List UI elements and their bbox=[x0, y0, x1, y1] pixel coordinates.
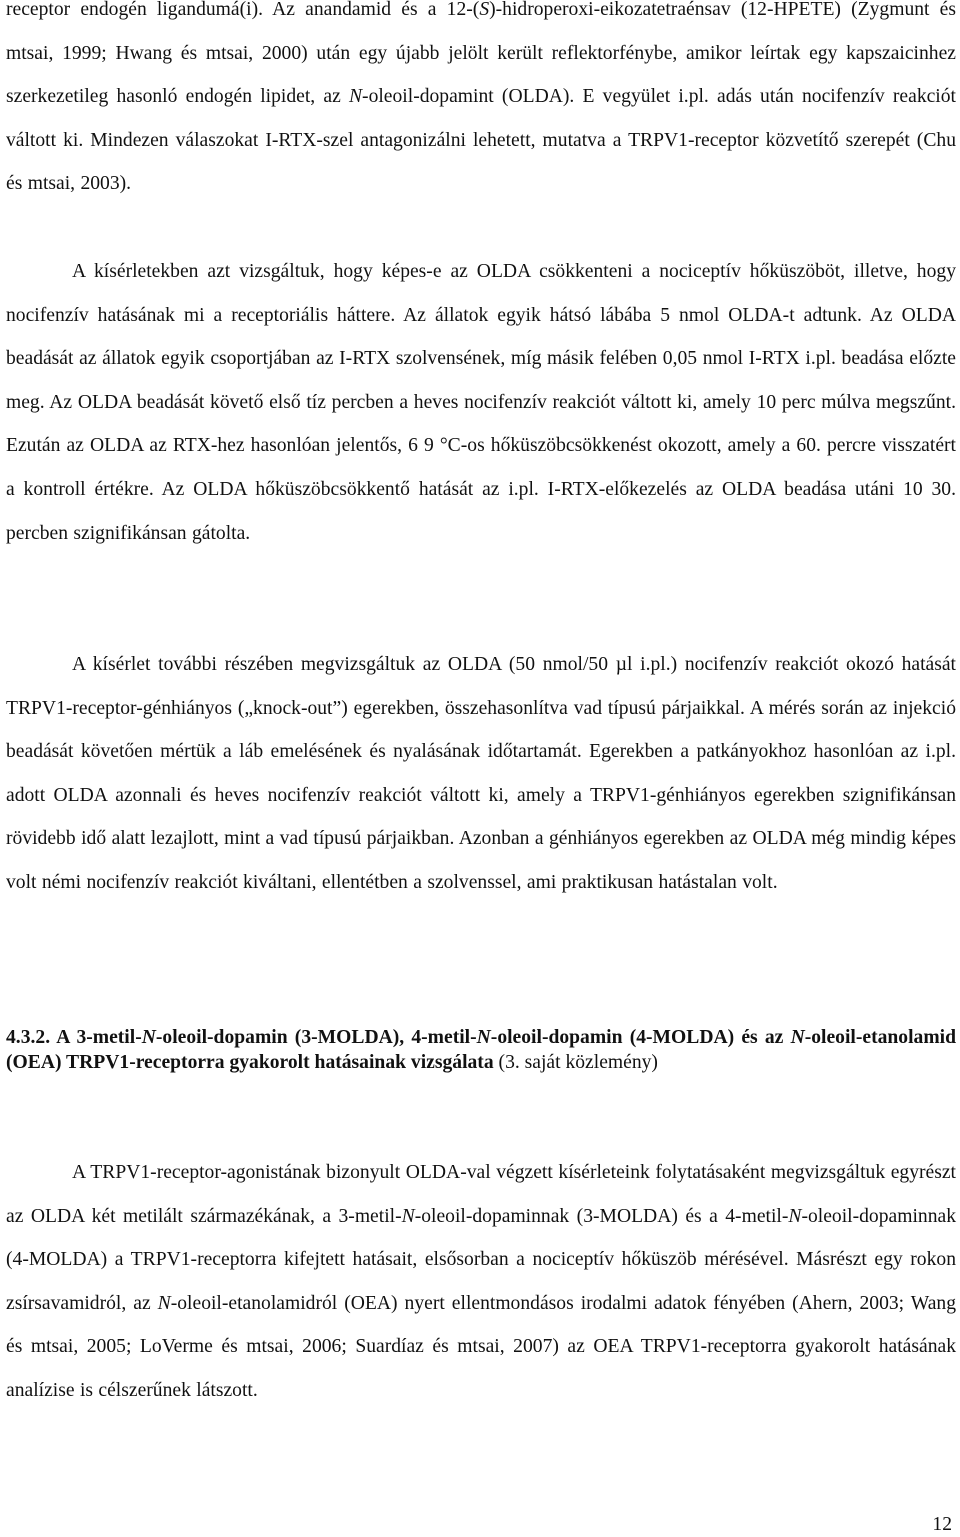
heading-text-run: (3. saját közlemény) bbox=[493, 1051, 658, 1073]
heading-text-run: N bbox=[141, 1027, 156, 1048]
p1-text-run: receptor endogén ligandumá(i). Az anandamid és a 12-( bbox=[6, 0, 480, 20]
paragraph-molda-oea-intro bbox=[6, 1151, 956, 1413]
heading-text-run: N bbox=[790, 1027, 805, 1048]
p4-text-run: A TRPV1-receptor-agonistának bizonyult OLDA-val végzett kísérleteink folytatásaként megvizsgáltuk egyrészt az OLDA két metilált származékának, a 3-metil- bbox=[6, 1162, 956, 1227]
heading-text-run: -oleoil-etanolamid (OEA) TRPV1-receptorra gyakorolt hatásainak vizsgálata bbox=[6, 1027, 957, 1073]
p1-text-run: N bbox=[348, 86, 363, 108]
paragraph-olda-threshold-experiment bbox=[6, 250, 956, 555]
p1-text-run: -oleoil-dopamint (OLDA). E vegyület i.pl. adás után nocifenzív reakciót váltott ki. Mindezen válaszokat I-RTX-szel antagonizálni lehetett, mutatva a TRPV1-receptor közvetítő szerepét (Chu és mtsai, 2003). bbox=[6, 86, 956, 195]
heading-text-run: N bbox=[476, 1027, 491, 1048]
heading-text-run: 4.3.2. A 3-metil- bbox=[6, 1027, 142, 1048]
paragraph-knockout-experiment bbox=[6, 643, 956, 905]
p4-text-run: -oleoil-dopaminnak (3-MOLDA) és a 4-metil- bbox=[414, 1205, 789, 1227]
p4-text-run: N bbox=[401, 1205, 415, 1227]
heading-text-run: -oleoil-dopamin (3-MOLDA), 4-metil- bbox=[155, 1027, 477, 1048]
p4-text-run: N bbox=[788, 1205, 802, 1227]
section-heading-4-3-2 bbox=[6, 1026, 956, 1075]
heading-text-run: -oleoil-dopamin (4-MOLDA) és az bbox=[490, 1027, 791, 1048]
p4-text-run: -oleoil-dopaminnak (4-MOLDA) a TRPV1-receptorra kifejtett hatásait, elsősorban a nociceptív hőküszöb mérésével. Másrészt egy rokon zsírsavamidról, az bbox=[6, 1205, 956, 1314]
document-page bbox=[6, 0, 956, 1537]
p4-text-run: -oleoil-etanolamidról (OEA) nyert ellentmondásos irodalmi adatok fényében (Ahern, 2003; Wang és mtsai, 2005; LoVerme és mtsai, 2006; Suardíaz és mtsai, 2007) az OEA TRPV1-receptorra gyakorolt hatásának analízise is célszerűnek látszott. bbox=[6, 1292, 956, 1401]
paragraph-olda-intro bbox=[6, 0, 956, 206]
p1-text-run: )-hidroperoxi-eikozatetraénsav (12-HPETE) (Zygmunt és mtsai, 1999; Hwang és mtsai, 2000) után egy újabb jelölt került reflektorfénybe, amikor leírtak egy kapszaicinhez szerkezetileg hasonló endogén lipidet, az bbox=[6, 0, 956, 108]
p2-text-run: A kísérletekben azt vizsgáltuk, hogy képes-e az OLDA csökkenteni a nociceptív hőküszöböt, illetve, hogy nocifenzív hatásának mi a receptoriális háttere. Az állatok egyik hátsó lábába 5 nmol OLDA-t adtunk. Az OLDA beadását az állatok egyik csoportjában az I-RTX szolvensének, míg másik felében 0,05 nmol I-RTX i.pl. beadása előzte meg. Az OLDA beadását követő első tíz percben a heves nocifenzív reakciót váltott ki, amely 10 perc múlva megszűnt. Ezután az OLDA az RTX-hez hasonlóan jelentős, 6 9 °C-os hőküszöbcsökkenést okozott, amely a 60. percre visszatért a kontroll értékre. Az OLDA hőküszöbcsökkentő hatását az i.pl. I-RTX-előkezelés az OLDA beadása utáni 10 30. percben szignifikánsan gátolta. bbox=[6, 261, 956, 544]
p3-text-run: A kísérlet további részében megvizsgáltuk az OLDA (50 nmol/50 µl i.pl.) nocifenzív reakciót okozó hatását TRPV1-receptor-génhiányos („knock-out”) egerekben, összehasonlítva vad típusú párjaikkal. A mérés során az injekció beadását követően mértük a láb emelésének és nyalásának időtartamát. Egerekben a patkányokhoz hasonlóan az i.pl. adott OLDA azonnali és heves nocifenzív reakciót váltott ki, amely a TRPV1-génhiányos egerekben szignifikánsan rövidebb idő alatt lezajlott, mint a vad típusú párjaikban. Azonban a génhiányos egerekben az OLDA még mindig képes volt némi nocifenzív reakciót kiváltani, ellentétben a szolvenssel, ami praktikusan hatástalan volt. bbox=[6, 654, 956, 893]
p4-text-run: N bbox=[157, 1292, 171, 1314]
p1-text-run: S bbox=[479, 0, 490, 20]
page-number: 12 bbox=[932, 1514, 952, 1535]
